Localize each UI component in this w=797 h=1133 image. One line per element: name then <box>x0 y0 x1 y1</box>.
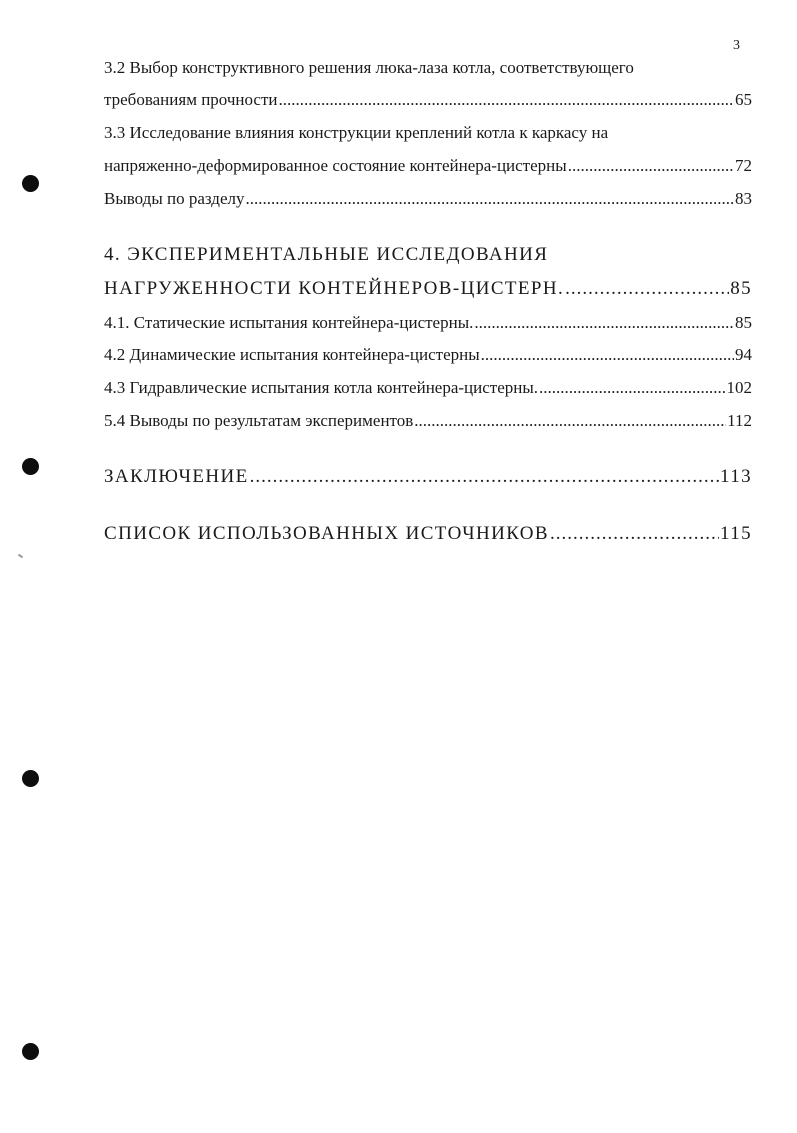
toc-entry-4-2[interactable] <box>104 343 752 367</box>
toc-chapter-4-line1: 4. ЭКСПЕРИМЕНТАЛЬНЫЕ ИССЛЕДОВАНИЯ <box>104 244 549 265</box>
toc-entry-3-2[interactable] <box>104 88 752 112</box>
toc-page-number: 85 <box>735 313 752 332</box>
toc-entry-3-2-line1: 3.2 Выбор конструктивного решения люка-лаза котла, соответствующего <box>104 58 634 77</box>
leader-dots <box>474 311 734 335</box>
toc-entry-title: СПИСОК ИСПОЛЬЗОВАННЫХ ИСТОЧНИКОВ <box>104 523 549 544</box>
binder-hole <box>22 458 39 475</box>
toc-entry-title: 4.1. Статические испытания контейнера-цистерны. <box>104 313 474 332</box>
page-number: 3 <box>733 38 740 53</box>
toc-page-number: 65 <box>735 90 752 109</box>
leader-dots <box>565 277 729 301</box>
leader-dots <box>550 522 719 546</box>
toc-page-number: 113 <box>720 466 752 487</box>
toc-entry-title: НАГРУЖЕННОСТИ КОНТЕЙНЕРОВ-ЦИСТЕРН. <box>104 278 565 299</box>
toc-entry-section-conclusions[interactable] <box>104 187 752 211</box>
binder-hole <box>22 770 39 787</box>
leader-dots <box>539 376 725 400</box>
toc-entry-5-4[interactable] <box>104 409 752 433</box>
toc-entry-title: ЗАКЛЮЧЕНИЕ <box>104 466 249 487</box>
leader-dots <box>279 88 734 112</box>
binder-hole <box>22 1043 39 1060</box>
leader-dots <box>414 409 726 433</box>
scan-speck <box>18 554 23 559</box>
toc-page-number: 115 <box>720 523 752 544</box>
toc-entry-title: Выводы по разделу <box>104 189 245 208</box>
toc-references[interactable] <box>104 522 752 546</box>
binder-hole <box>22 175 39 192</box>
toc-page-number: 83 <box>735 189 752 208</box>
table-of-contents <box>104 0 752 1133</box>
toc-chapter-4[interactable] <box>104 277 752 301</box>
toc-page-number: 85 <box>730 278 752 299</box>
toc-entry-title: 5.4 Выводы по результатам экспериментов <box>104 411 414 430</box>
toc-page-number: 112 <box>727 411 752 430</box>
toc-page-number: 72 <box>735 156 752 175</box>
toc-entry-title: напряженно-деформированное состояние контейнера-цистерны <box>104 156 567 175</box>
leader-dots <box>568 154 734 178</box>
toc-entry-3-3-line1: 3.3 Исследование влияния конструкции креплений котла к каркасу на <box>104 123 609 142</box>
toc-page-number: 94 <box>735 345 752 364</box>
leader-dots <box>481 343 734 367</box>
toc-entry-4-1[interactable] <box>104 311 752 335</box>
toc-entry-title: требованиям прочности <box>104 90 278 109</box>
toc-entry-3-3[interactable] <box>104 154 752 178</box>
toc-entry-title: 4.3 Гидравлические испытания котла контейнера-цистерны. <box>104 378 539 397</box>
toc-page-number: 102 <box>726 378 752 397</box>
toc-entry-title: 4.2 Динамические испытания контейнера-цистерны <box>104 345 480 364</box>
leader-dots <box>250 465 719 489</box>
toc-entry-4-3[interactable] <box>104 376 752 400</box>
toc-conclusion[interactable] <box>104 465 752 489</box>
leader-dots <box>245 187 734 211</box>
